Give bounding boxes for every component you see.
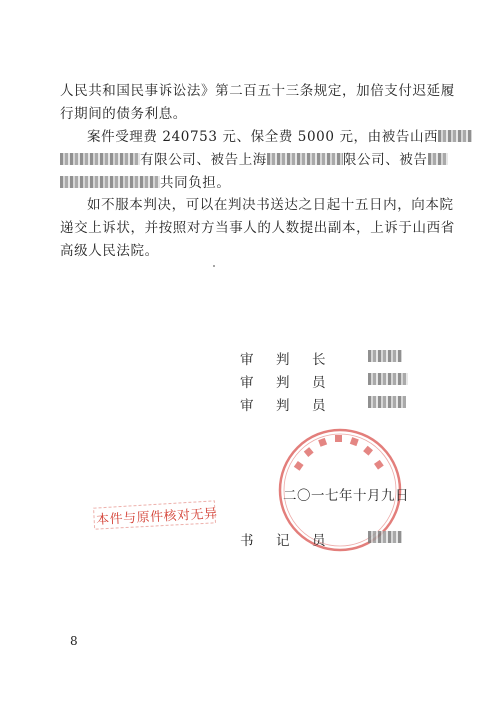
text-line (60, 126, 445, 149)
redaction-mark (60, 153, 140, 165)
paragraph-court-fees (60, 126, 445, 195)
signature-label: 审 判 员 (240, 398, 326, 414)
text-fragment: 限公司、被告 (342, 152, 428, 168)
text-fragment: 共同负担。 (160, 175, 231, 191)
signature-label: 审 判 员 (240, 375, 326, 391)
certification-stamp (91, 499, 217, 532)
text-line: 高级人民法院。 (60, 243, 159, 259)
signature-label: 书 记 员 (240, 533, 326, 549)
text-line: 如不服本判决，可以在判决书送达之日起十五日内，向本院 (87, 197, 454, 213)
text-line: 行期间的债务利息。 (60, 106, 187, 122)
signature-label: 审 判 长 (240, 352, 326, 368)
speck (213, 265, 215, 267)
text-line: 递交上诉状，并按照对方当事人的人数提出副本，上诉于山西省 (60, 220, 455, 236)
paragraph-law-reference (60, 80, 455, 126)
judgment-date: 二〇一七年十月九日 (283, 488, 409, 504)
redaction-mark (60, 176, 160, 188)
text-line (60, 149, 445, 172)
redaction-mark (438, 130, 472, 142)
text-fragment: 案件受理费 240753 元、保全费 5000 元，由被告山西 (87, 129, 439, 145)
redacted-name (368, 350, 402, 362)
text-fragment: 有限公司、被告上海 (140, 152, 267, 168)
paragraph-appeal-notice (60, 194, 455, 263)
redacted-name (368, 396, 406, 408)
redaction-mark (267, 153, 343, 165)
text-line (60, 172, 445, 195)
page-number: 8 (70, 634, 78, 648)
redacted-name (368, 531, 402, 543)
text-line: 人民共和国民事诉讼法》第二百五十三条规定，加倍支付迟延履 (60, 83, 455, 99)
redacted-name (368, 373, 408, 385)
stamp-text: 本件与原件核对无异 (95, 506, 218, 529)
redaction-mark (428, 153, 448, 165)
